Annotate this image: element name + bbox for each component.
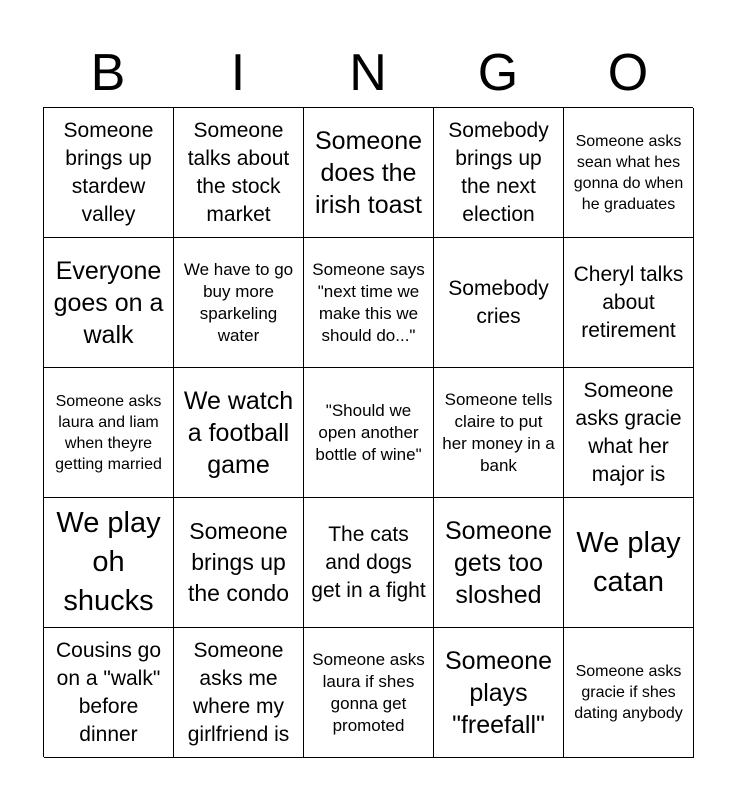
bingo-cell-text: Someone plays "freefall" <box>444 646 553 739</box>
bingo-cell[interactable] <box>564 368 694 498</box>
bingo-cell-text: Somebody cries <box>448 276 549 328</box>
bingo-cell[interactable] <box>174 368 304 498</box>
bingo-cell[interactable] <box>304 238 434 368</box>
header-letter-g: G <box>477 44 519 102</box>
bingo-cell-text: Someone talks about the stock market <box>187 118 290 226</box>
bingo-cell[interactable] <box>434 368 564 498</box>
bingo-cell-text: Cousins go on a "walk" before dinner <box>55 638 162 746</box>
bingo-cell[interactable] <box>434 238 564 368</box>
bingo-cell[interactable] <box>44 368 174 498</box>
bingo-cell-text: We play catan <box>576 526 681 598</box>
header-letter-o: O <box>607 44 649 102</box>
bingo-cell[interactable] <box>174 238 304 368</box>
bingo-cell[interactable] <box>434 498 564 628</box>
bingo-cell-text: Someone gets too sloshed <box>444 516 553 609</box>
bingo-cell[interactable] <box>564 628 694 758</box>
header-letter-i: I <box>230 44 246 102</box>
bingo-cell[interactable] <box>44 108 174 238</box>
bingo-cell[interactable] <box>564 238 694 368</box>
bingo-cell[interactable] <box>304 368 434 498</box>
bingo-cell[interactable] <box>44 628 174 758</box>
bingo-cell[interactable] <box>564 108 694 238</box>
bingo-cell[interactable] <box>174 628 304 758</box>
bingo-cell[interactable] <box>174 108 304 238</box>
header-letter-n: N <box>349 44 387 102</box>
bingo-cell[interactable] <box>44 498 174 628</box>
bingo-cell[interactable] <box>174 498 304 628</box>
bingo-board <box>43 107 693 757</box>
bingo-cell[interactable] <box>434 628 564 758</box>
header-letter-b: B <box>90 44 126 102</box>
bingo-cell-text: We have to go buy more sparkeling water <box>183 259 294 345</box>
bingo-header <box>43 40 693 106</box>
bingo-cell[interactable] <box>564 498 694 628</box>
bingo-cell-text: Someone asks sean what hes gonna do when he graduates <box>573 132 684 213</box>
bingo-cell-text: Cheryl talks about retirement <box>573 262 684 342</box>
bingo-cell-text: Someone does the irish toast <box>314 126 423 219</box>
bingo-cell-text: Somebody brings up the next election <box>448 118 549 226</box>
bingo-cell[interactable] <box>304 108 434 238</box>
bingo-cell-text: Someone asks gracie what her major is <box>575 378 682 486</box>
bingo-cell-text: Everyone goes on a walk <box>53 256 164 349</box>
bingo-cell-text: Someone says "next time we make this we should do..." <box>312 259 425 345</box>
bingo-cell-text: The cats and dogs get in a fight <box>311 522 426 602</box>
bingo-cell-text: Someone asks gracie if shes dating anybody <box>574 663 683 722</box>
bingo-cell[interactable] <box>304 628 434 758</box>
bingo-cell[interactable] <box>434 108 564 238</box>
bingo-cell-text: "Should we open another bottle of wine" <box>315 400 422 464</box>
bingo-cell-text: Someone brings up the condo <box>187 518 290 606</box>
bingo-cell-text: Someone brings up stardew valley <box>63 118 154 226</box>
bingo-cell-text: Someone asks laura if shes gonna get promoted <box>312 649 425 735</box>
bingo-cell-text: Someone asks me where my girlfriend is <box>187 638 290 746</box>
bingo-cell[interactable] <box>304 498 434 628</box>
bingo-cell-text: We watch a football game <box>183 386 294 479</box>
bingo-cell-text: Someone asks laura and liam when theyre getting married <box>55 392 162 473</box>
bingo-cell[interactable] <box>44 238 174 368</box>
bingo-cell-text: We play oh shucks <box>56 507 161 617</box>
bingo-cell-text: Someone tells claire to put her money in a bank <box>442 389 555 475</box>
